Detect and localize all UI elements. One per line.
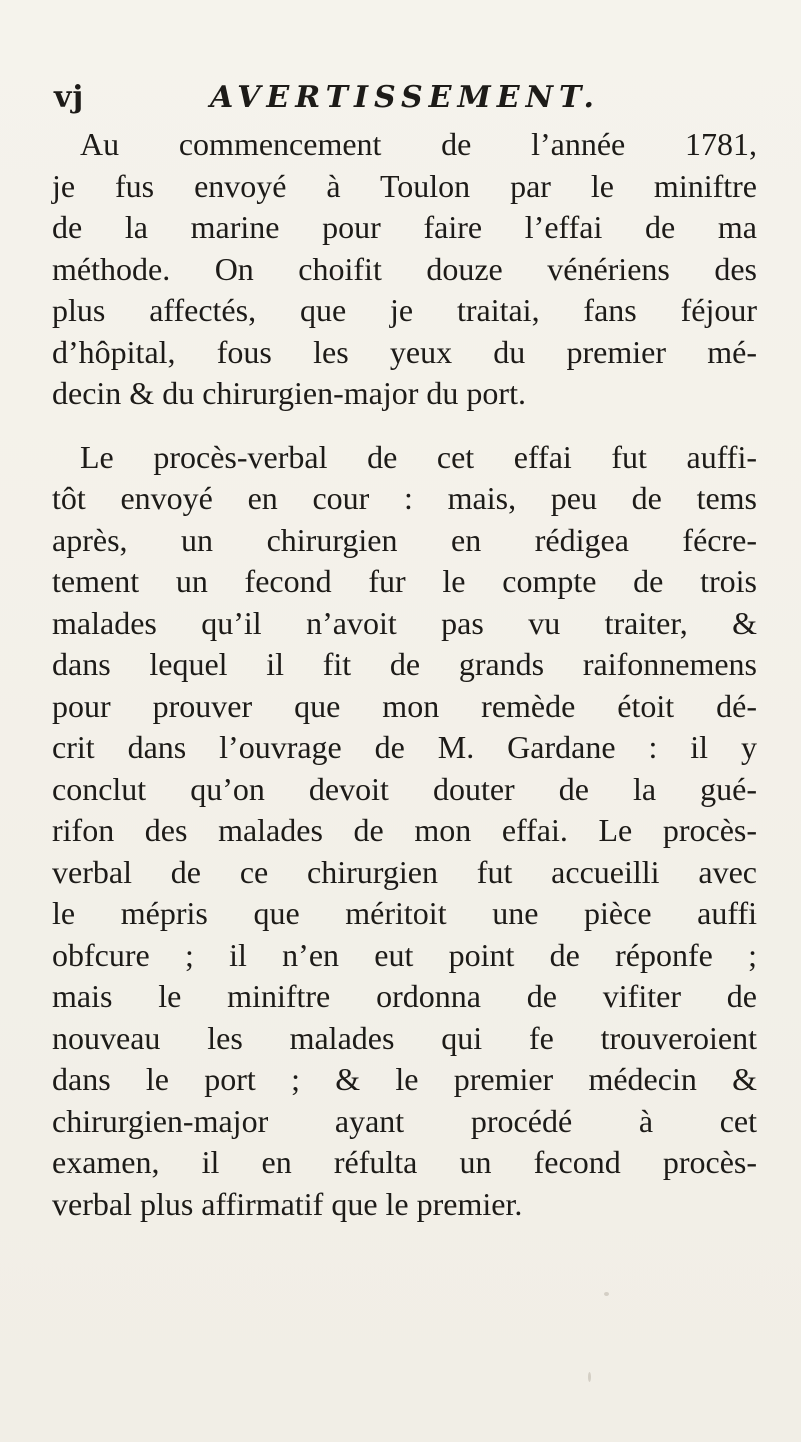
paragraph-gap bbox=[52, 415, 757, 437]
text-line: plus affectés, que je traitai, fans féjour bbox=[52, 292, 757, 328]
page-header bbox=[54, 78, 754, 118]
text-line: crit dans l’ouvrage de M. Gardane : il y bbox=[52, 729, 757, 765]
text-line: examen, il en réfulta un fecond procès- bbox=[52, 1144, 757, 1180]
paper-speck bbox=[604, 1292, 609, 1296]
page-number: vj bbox=[54, 80, 85, 115]
text-line: dans lequel il fit de grands raifonnemens bbox=[52, 646, 757, 682]
text-line: decin & du chirurgien-major du port. bbox=[52, 375, 526, 411]
text-line: pour prouver que mon remède étoit dé- bbox=[52, 687, 757, 724]
text-line: après, un chirurgien en rédigea fécre- bbox=[52, 521, 757, 558]
text-line: mais le miniftre ordonna de vifiter de bbox=[52, 978, 757, 1014]
paragraph-2 bbox=[52, 437, 757, 1226]
text-line: chirurgien-major ayant procédé à cet bbox=[52, 1102, 757, 1139]
text-line: tement un fecond fur le compte de trois bbox=[52, 563, 757, 599]
text-line: dans le port ; & le premier médecin & bbox=[52, 1061, 757, 1097]
text-line: d’hôpital, fous les yeux du premier mé- bbox=[52, 333, 757, 370]
text-line: rifon des malades de mon effai. Le procès- bbox=[52, 812, 757, 848]
text-line: méthode. On choifit douze vénériens des bbox=[52, 250, 757, 287]
text-line: conclut qu’on devoit douter de la gué- bbox=[52, 770, 757, 807]
text-line: de la marine pour faire l’effai de ma bbox=[52, 209, 757, 245]
text-line: Au commencement de l’année 1781, bbox=[80, 126, 757, 162]
text-line: obfcure ; il n’en eut point de réponfe ; bbox=[52, 936, 757, 973]
text-line: verbal plus affirmatif que le premier. bbox=[52, 1185, 523, 1222]
paper-speck bbox=[588, 1372, 591, 1382]
body-text bbox=[52, 124, 757, 1225]
text-line: malades qu’il n’avoit pas vu traiter, & bbox=[52, 604, 757, 641]
paragraph-1 bbox=[52, 124, 757, 415]
text-line: je fus envoyé à Toulon par le miniftre bbox=[52, 167, 757, 204]
running-title: AVERTISSEMENT. bbox=[210, 80, 600, 115]
text-line: tôt envoyé en cour : mais, peu de tems bbox=[52, 480, 757, 516]
text-line: verbal de ce chirurgien fut accueilli avec bbox=[52, 853, 757, 890]
text-line: le mépris que méritoit une pièce auffi bbox=[52, 895, 757, 931]
text-line: Le procès-verbal de cet effai fut auffi- bbox=[80, 438, 757, 475]
text-line: nouveau les malades qui fe trouveroient bbox=[52, 1019, 757, 1056]
